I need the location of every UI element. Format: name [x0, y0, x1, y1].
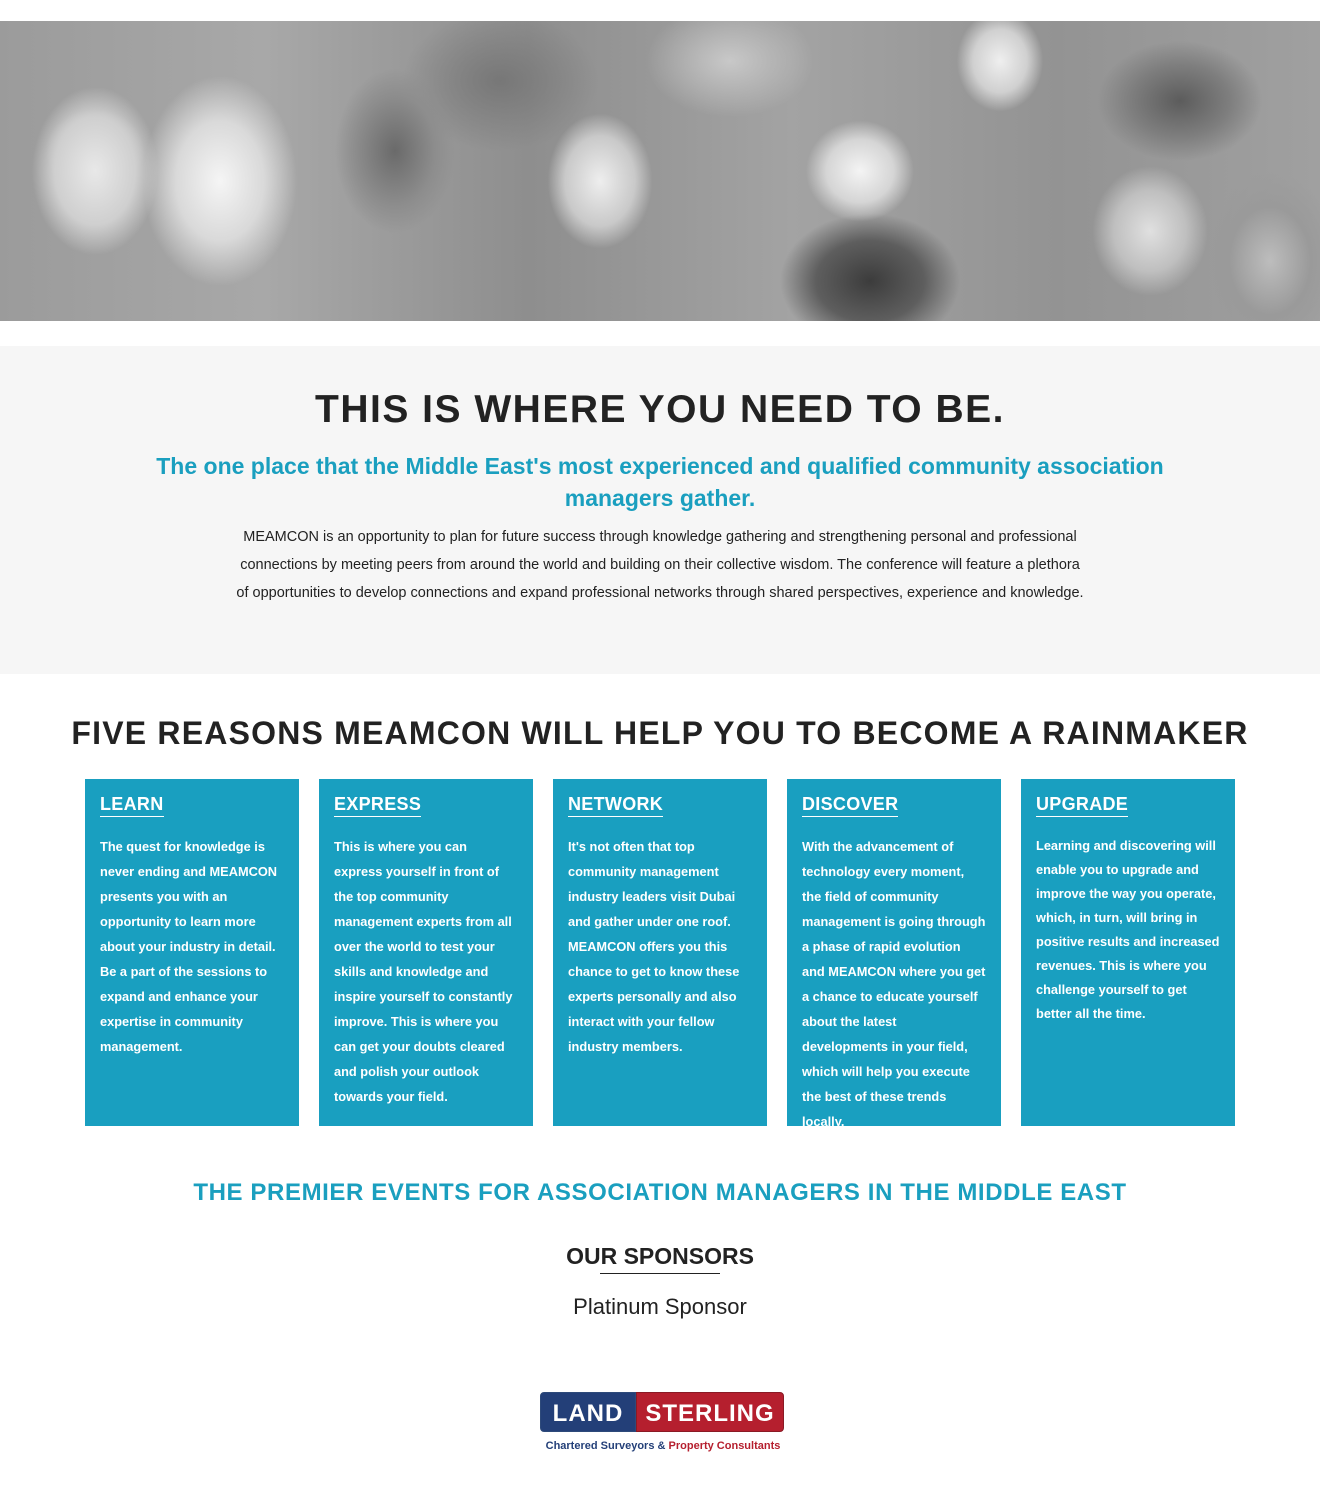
reason-card-text: The quest for knowledge is never ending and MEAMCON presents you with an opportunity to learn more about your industry in detail. Be a part of the sessions to expand and enhance your expertise in community management. — [100, 839, 278, 1054]
reason-card-network — [553, 779, 767, 1126]
reason-card-title: EXPRESS — [334, 794, 421, 817]
reason-card-title: UPGRADE — [1036, 794, 1128, 817]
reason-card-title: NETWORK — [568, 794, 663, 817]
intro-section — [0, 346, 1320, 674]
intro-subtitle: The one place that the Middle East's most experienced and qualified community association managers gather. — [156, 453, 1164, 511]
hero-crowd-image — [0, 21, 1320, 321]
reason-card-discover — [787, 779, 1001, 1129]
premier-events-heading: THE PREMIER EVENTS FOR ASSOCIATION MANAGERS IN THE MIDDLE EAST — [193, 1179, 1127, 1206]
sponsor-tier-label: Platinum Sponsor — [573, 1294, 747, 1319]
reason-card-express — [319, 779, 533, 1126]
sponsors-underline — [600, 1273, 720, 1274]
reason-card-text: This is where you can express yourself in front of the top community management experts from all over the world to test your skills and knowledge and inspire yourself to constantly improve. This is where you can get your doubts cleared and polish your outlook towards your field. — [334, 839, 513, 1104]
reason-card-text: With the advancement of technology every moment, the field of community management is going through a phase of rapid evolution and MEAMCON where you get a chance to educate yourself about the latest developments in your field, which will help you execute the best of these trends locally. — [802, 839, 986, 1129]
reason-card-learn — [85, 779, 299, 1126]
reason-card-title: LEARN — [100, 794, 164, 817]
reason-card-title: DISCOVER — [802, 794, 898, 817]
reason-card-text: Learning and discovering will enable you to upgrade and improve the way you operate, which, in turn, will bring in positive results and increased revenues. This is where you challenge yourself to get better all the time. — [1036, 838, 1220, 1021]
sponsors-heading: OUR SPONSORS — [566, 1243, 754, 1269]
reason-card-upgrade — [1021, 779, 1235, 1126]
logo-land-text: LAND — [540, 1392, 636, 1432]
logo-tagline-part1: Chartered Surveyors & — [545, 1440, 669, 1452]
reasons-title: FIVE REASONS MEAMCON WILL HELP YOU TO BECOME A RAINMAKER — [71, 715, 1249, 751]
logo-sterling-text: STERLING — [636, 1392, 784, 1432]
intro-text: MEAMCON is an opportunity to plan for future success through knowledge gathering and strengthening personal and professional connections by meeting peers from around the world and building on their collective wisdom. The conference will feature a plethora of opportunities to develop connections and expand professional networks through shared perspectives, experience and knowledge. — [236, 529, 1084, 601]
land-sterling-logo[interactable] — [540, 1392, 786, 1458]
logo-tagline-part2: Property Consultants — [668, 1440, 781, 1452]
reason-card-text: It's not often that top community management industry leaders visit Dubai and gather under one roof. MEAMCON offers you this chance to get to know these experts personally and also interact with your fellow industry members. — [568, 839, 740, 1054]
intro-title: THIS IS WHERE YOU NEED TO BE. — [315, 388, 1005, 431]
logo-tagline — [540, 1440, 786, 1452]
